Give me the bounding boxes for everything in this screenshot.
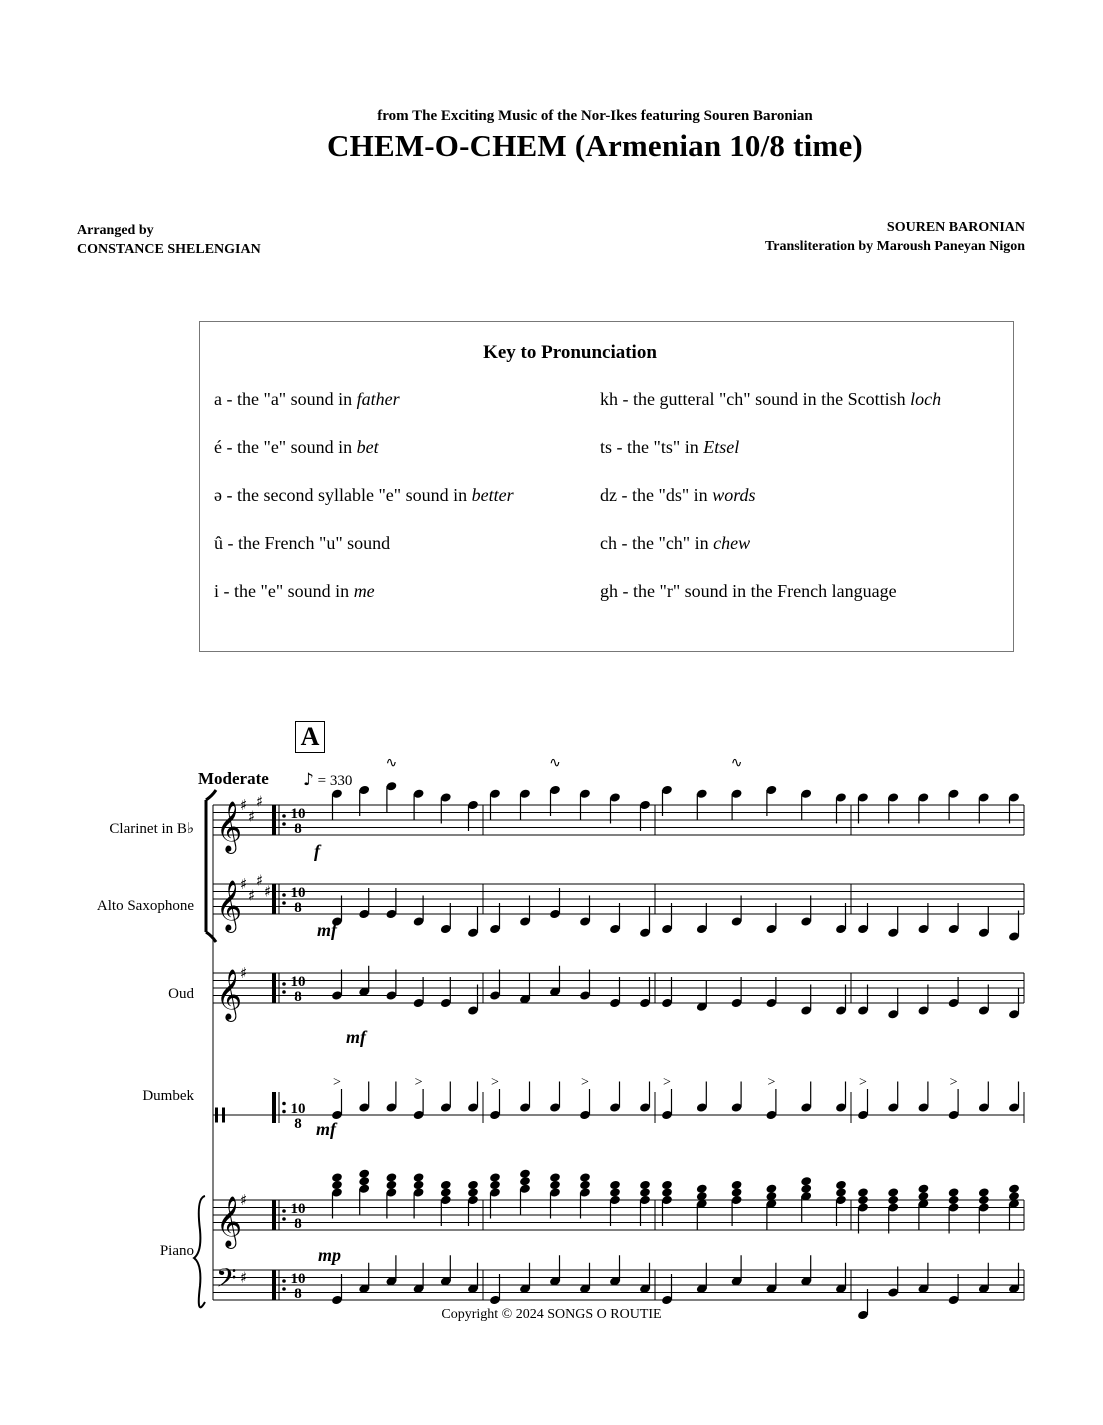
- dynamic-marking: f: [314, 841, 320, 861]
- trill-icon: ∿: [385, 755, 398, 771]
- accent-mark: >: [663, 1075, 671, 1090]
- key-item: ts - the "ts" in Etsel: [600, 437, 740, 457]
- repeat-dot: [282, 1287, 286, 1291]
- note-head: [835, 1180, 847, 1191]
- instrument-label-piano: Piano: [159, 1243, 194, 1259]
- trill-icon: ∿: [549, 755, 561, 771]
- instrument-label-dumbek: Dumbek: [142, 1088, 194, 1104]
- accent-mark: >: [767, 1075, 776, 1090]
- repeat-dot: [282, 901, 286, 905]
- time-signature-top: 10: [290, 1271, 306, 1287]
- note-head: [731, 1180, 743, 1191]
- sharp-icon: ♯: [240, 964, 248, 982]
- percussion-clef: [215, 1108, 218, 1123]
- key-item: é - the "e" sound in bet: [214, 437, 379, 457]
- treble-clef-icon: 𝄞: [216, 1196, 243, 1247]
- rehearsal-mark: A: [295, 721, 325, 753]
- note-head: [549, 1172, 561, 1183]
- treble-clef-icon: 𝄞: [216, 969, 243, 1020]
- time-signature-top: 10: [290, 806, 306, 822]
- time-signature-bottom: 8: [294, 900, 302, 916]
- instrument-label-clarinet: Clarinet in B♭: [109, 821, 194, 837]
- time-signature-bottom: 8: [294, 1286, 302, 1302]
- accent-mark: >: [414, 1075, 423, 1090]
- pronunciation-key-title: Key to Pronunciation: [483, 342, 657, 363]
- dynamic-marking: mf: [346, 1027, 366, 1047]
- repeat-dot: [282, 1102, 286, 1106]
- tempo-value: ♪ = 330: [303, 770, 353, 790]
- note-head: [696, 1183, 708, 1194]
- repeat-dot: [282, 990, 286, 994]
- accent-mark: >: [949, 1075, 958, 1090]
- key-item: ch - the "ch" in chew: [600, 533, 751, 553]
- note-head: [857, 1187, 869, 1198]
- time-signature-top: 10: [290, 1101, 306, 1117]
- repeat-dot: [282, 1279, 286, 1283]
- key-item: dz - the "ds" in words: [600, 485, 756, 505]
- repeat-dot: [282, 1110, 286, 1114]
- note-head: [978, 1187, 990, 1198]
- note-head: [948, 1187, 960, 1198]
- subtitle: from The Exciting Music of the Nor-Ikes featuring Souren Baronian: [377, 108, 813, 124]
- note-head: [1008, 1183, 1020, 1194]
- key-item: i - the "e" sound in me: [214, 581, 375, 601]
- repeat-dot: [282, 893, 286, 897]
- note-head: [917, 1183, 929, 1194]
- repeat-dot: [282, 814, 286, 818]
- time-signature-bottom: 8: [294, 1116, 302, 1132]
- trill-icon: ∿: [730, 755, 743, 771]
- key-item: û - the French "u" sound: [214, 533, 391, 553]
- repeat-thick-bar: [272, 884, 276, 914]
- instrument-label-oud: Oud: [168, 986, 194, 1002]
- tempo-marking: Moderate: [198, 769, 269, 788]
- sharp-icon: ♯: [256, 792, 264, 811]
- note-head: [467, 1180, 479, 1191]
- bass-clef-icon: 𝄢: [216, 1262, 237, 1300]
- dynamic-marking: mf: [316, 1119, 336, 1139]
- repeat-thick-bar: [272, 1092, 276, 1123]
- note-head: [887, 1187, 899, 1198]
- arranger-name: CONSTANCE SHELENGIAN: [77, 242, 261, 257]
- note-head: [358, 1168, 370, 1179]
- note-head: [639, 1180, 651, 1191]
- accent-mark: >: [859, 1075, 867, 1090]
- eighth-note-icon: ♪: [303, 770, 314, 790]
- accent-mark: >: [491, 1075, 499, 1090]
- note-head: [609, 1180, 621, 1191]
- sharp-icon: ♯: [240, 1191, 248, 1209]
- transliteration-credit: Transliteration by Maroush Paneyan Nigon: [764, 239, 1025, 254]
- time-signature-top: 10: [290, 974, 306, 990]
- repeat-dot: [282, 1209, 286, 1213]
- copyright-notice: Copyright © 2024 SONGS O ROUTIE: [441, 1307, 662, 1322]
- repeat-thick-bar: [272, 1200, 276, 1230]
- percussion-clef: [222, 1108, 225, 1123]
- note-head: [489, 1172, 501, 1183]
- time-signature-bottom: 8: [294, 989, 302, 1005]
- note-head: [661, 1180, 673, 1191]
- note-head: [800, 1176, 812, 1187]
- note-head: [385, 1172, 397, 1183]
- key-item: gh - the "r" sound in the French language: [600, 581, 897, 601]
- repeat-dot: [282, 982, 286, 986]
- repeat-thick-bar: [272, 973, 276, 1003]
- piano-brace-icon: [194, 1196, 205, 1307]
- treble-clef-icon: 𝄞: [216, 801, 243, 852]
- time-signature-top: 10: [290, 1201, 306, 1217]
- note-head: [413, 1172, 425, 1183]
- repeat-thick-bar: [272, 1270, 276, 1300]
- key-item: kh - the gutteral "ch" sound in the Scottish loch: [600, 389, 942, 409]
- instrument-label-alto-saxophone: Alto Saxophone: [96, 898, 194, 914]
- note-head: [440, 1180, 452, 1191]
- accent-mark: >: [333, 1075, 341, 1090]
- sharp-icon: ♯: [248, 886, 256, 905]
- sharp-icon: ♯: [264, 882, 272, 901]
- key-item: a - the "a" sound in father: [214, 389, 400, 409]
- repeat-thick-bar: [272, 805, 276, 835]
- repeat-dot: [282, 1217, 286, 1221]
- note-head: [765, 1183, 777, 1194]
- time-signature-bottom: 8: [294, 1216, 302, 1232]
- sharp-icon: ♯: [240, 796, 248, 814]
- arranger-label: Arranged by: [77, 223, 154, 238]
- treble-clef-icon: 𝄞: [216, 880, 243, 931]
- accent-mark: >: [581, 1075, 589, 1090]
- note-head: [519, 1168, 531, 1179]
- note-head: [579, 1172, 591, 1183]
- sharp-icon: ♯: [240, 875, 248, 893]
- key-item: ə - the second syllable "e" sound in better: [214, 485, 514, 505]
- composer-name: SOUREN BARONIAN: [886, 220, 1025, 235]
- sharp-icon: ♯: [256, 871, 264, 890]
- time-signature-top: 10: [290, 885, 306, 901]
- page-title: CHEM-O-CHEM (Armenian 10/8 time): [327, 128, 863, 163]
- sharp-icon: ♯: [248, 807, 256, 826]
- sharp-icon: ♯: [240, 1268, 248, 1287]
- repeat-dot: [282, 822, 286, 826]
- time-signature-bottom: 8: [294, 821, 302, 837]
- dynamic-marking: mp: [318, 1245, 342, 1265]
- note-head: [331, 1172, 343, 1183]
- dynamic-marking: mf: [317, 920, 337, 940]
